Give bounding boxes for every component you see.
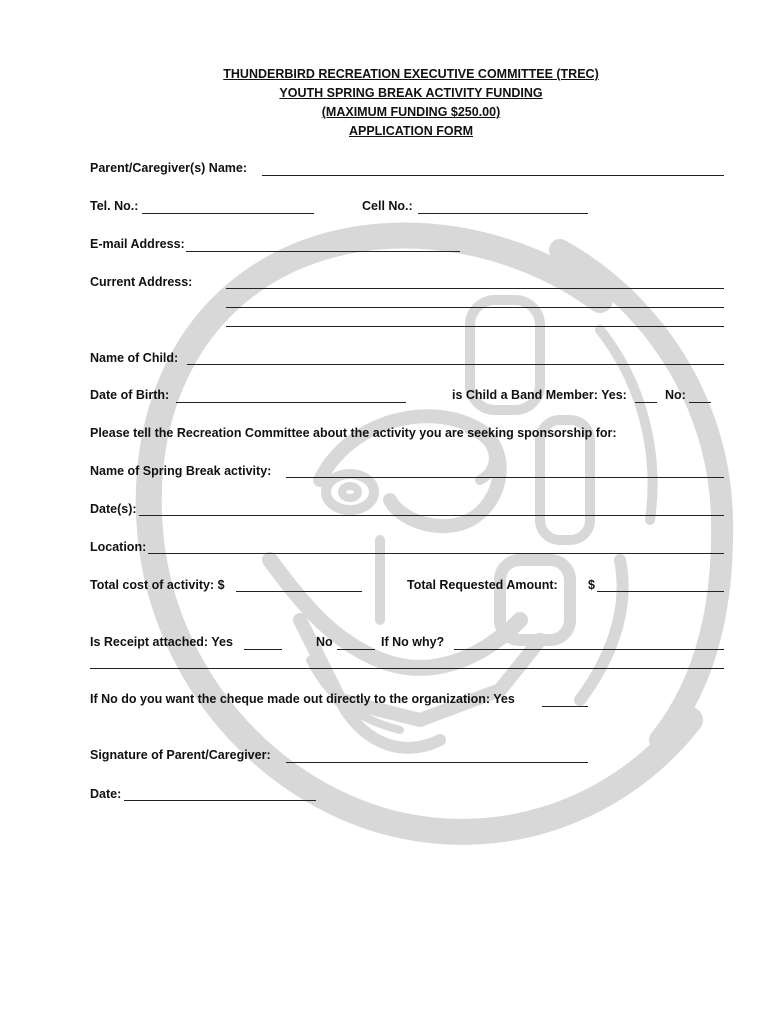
if-no-why-label: If No why?: [381, 635, 445, 649]
form-title-line-4: APPLICATION FORM: [348, 124, 474, 138]
activity-prompt: Please tell the Recreation Committee about the activity you are seeking sponsorship for:: [90, 426, 617, 440]
receipt-yes-field[interactable]: [244, 649, 282, 650]
child-name-field[interactable]: [187, 364, 724, 365]
current-address-field-3[interactable]: [226, 326, 724, 327]
band-member-no-label: No:: [665, 388, 686, 402]
if-no-why-field-1[interactable]: [454, 649, 724, 650]
email-field[interactable]: [186, 251, 460, 252]
current-address-field-2[interactable]: [226, 307, 724, 308]
band-member-label: is Child a Band Member: Yes:: [452, 388, 627, 402]
parent-name-label: Parent/Caregiver(s) Name:: [90, 161, 248, 175]
total-requested-dollar: $: [588, 578, 595, 592]
form-title-line-3: (MAXIMUM FUNDING $250.00): [321, 105, 501, 119]
receipt-label: Is Receipt attached: Yes: [90, 635, 233, 649]
location-label: Location:: [90, 540, 147, 554]
dob-label: Date of Birth:: [90, 388, 170, 402]
form-title-line-1: THUNDERBIRD RECREATION EXECUTIVE COMMITTEE (TREC): [223, 67, 599, 81]
date-field[interactable]: [124, 800, 316, 801]
dates-field[interactable]: [139, 515, 724, 516]
signature-field[interactable]: [286, 762, 588, 763]
band-member-yes-field[interactable]: [635, 402, 657, 403]
band-member-no-field[interactable]: [689, 402, 711, 403]
total-requested-field[interactable]: [597, 591, 724, 592]
child-name-label: Name of Child:: [90, 351, 179, 365]
current-address-label: Current Address:: [90, 275, 193, 289]
email-label: E-mail Address:: [90, 237, 185, 251]
tel-field[interactable]: [142, 213, 314, 214]
tel-label: Tel. No.:: [90, 199, 139, 213]
date-label: Date:: [90, 787, 122, 801]
current-address-field-1[interactable]: [226, 288, 724, 289]
cell-label: Cell No.:: [362, 199, 413, 213]
receipt-no-label: No: [316, 635, 333, 649]
cheque-yes-field[interactable]: [542, 706, 588, 707]
location-field[interactable]: [148, 553, 724, 554]
form-title-line-2: YOUTH SPRING BREAK ACTIVITY FUNDING: [279, 86, 543, 100]
total-cost-field[interactable]: [236, 591, 362, 592]
dates-label: Date(s):: [90, 502, 137, 516]
signature-label: Signature of Parent/Caregiver:: [90, 748, 271, 762]
total-requested-label: Total Requested Amount:: [407, 578, 558, 592]
receipt-no-field[interactable]: [337, 649, 375, 650]
if-no-why-field-2[interactable]: [90, 668, 724, 669]
cheque-label: If No do you want the cheque made out directly to the organization: Yes: [90, 692, 515, 706]
activity-name-label: Name of Spring Break activity:: [90, 464, 272, 478]
cell-field[interactable]: [418, 213, 588, 214]
total-cost-label: Total cost of activity: $: [90, 578, 225, 592]
parent-name-field[interactable]: [262, 175, 724, 176]
activity-name-field[interactable]: [286, 477, 724, 478]
dob-field[interactable]: [176, 402, 406, 403]
